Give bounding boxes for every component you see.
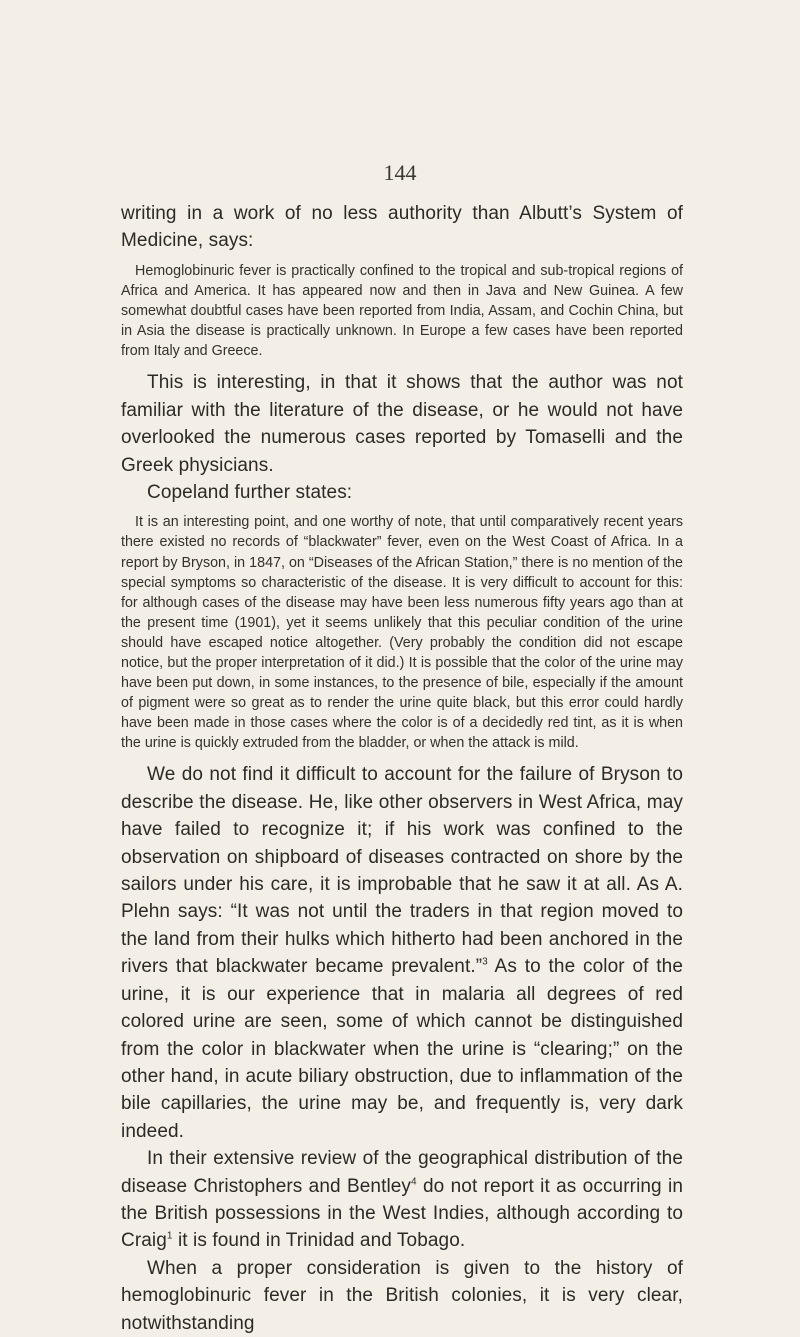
paragraph-interesting: This is interesting, in that it shows that the author was not familiar with the literature of the disease, or he would not have overlooked the numerous cases reported by Tomaselli and the Greek physicians. [121, 372, 683, 476]
page-body [121, 200, 683, 1337]
paragraph-bryson [121, 761, 683, 1145]
paragraph-distribution [121, 1145, 683, 1255]
footnote-ref: 3 [482, 956, 488, 968]
paragraph-copeland: Copeland further states: [147, 481, 353, 503]
paragraph-intro: writing in a work of no less authority than Albutt’s System of Medicine, says: [121, 203, 683, 252]
page-number: 144 [383, 160, 417, 185]
paragraph-text: We do not find it difficult to account for the failure of Bryson to describe the disease. He, like other observers in West Africa, may have failed to recognize it; if his work was confined to the observation on shipboard of diseases contracted on shore by the sailors under his care, it is improbable that he saw it at all. As A. Plehn says: “It was not until the traders in that region moved to the land from their hulks which hitherto had been anchored in the rivers that blackwater became prevalent.” [121, 764, 683, 978]
paragraph-history: When a proper consideration is given to the history of hemoglobinuric fever in the British colonies, it is very clear, notwithstanding [121, 1257, 683, 1334]
paragraph-text: As to the color of the urine, it is our experience that in malaria all degrees of red colored urine are seen, some of which cannot be distinguished from the color in blackwater when the urine is “clearing;” on the other hand, in acute biliary obstruction, due to inflammation of the bile capillaries, the urine may be, and frequently is, very dark indeed. [121, 956, 684, 1142]
block-quote-copeland: It is an interesting point, and one worthy of note, that until comparatively recent years there existed no records of “blackwater” fever, even on the West Coast of Africa. In a report by Bryson, in 1847, on “Diseases of the African Station,” there is no mention of the special symptoms so characteristic of the disease. It is very difficult to account for this: for although cases of the disease may have been less numerous fifty years ago than at the present time (1901), yet it seems unlikely that this peculiar condition of the urine should have escaped notice altogether. (Very probably the condition did not escape notice, but the proper interpretation of it did.) It is possible that the color of the urine may have been put down, in some instances, to the presence of bile, especially if the amount of pigment were so great as to render the urine quite black, but this error could hardly have been made in those cases where the color is of a decidedly red tint, as it is when the urine is quickly extruded from the bladder, or when the attack is mild. [121, 514, 683, 752]
paragraph-text: it is found in Trinidad and Tobago. [172, 1230, 466, 1252]
paragraph-text: do not report it as occurring in the British possessions in the West Indies, although according to Craig [121, 1175, 684, 1252]
block-quote-albutt: Hemoglobinuric fever is practically confined to the tropical and sub-tropical regions of Africa and America. It has appeared now and then in Java and New Guinea. A few somewhat doubtful cases have been reported from India, Assam, and Cochin China, but in Asia the disease is practically unknown. In Europe a few cases have been reported from Italy and Greece. [121, 262, 683, 360]
footnote-ref: 1 [166, 1231, 173, 1243]
footnote-ref: 4 [411, 1176, 417, 1188]
paragraph-text: In their extensive review of the geographical distribution of the disease Christophers and Bentley [121, 1148, 683, 1197]
